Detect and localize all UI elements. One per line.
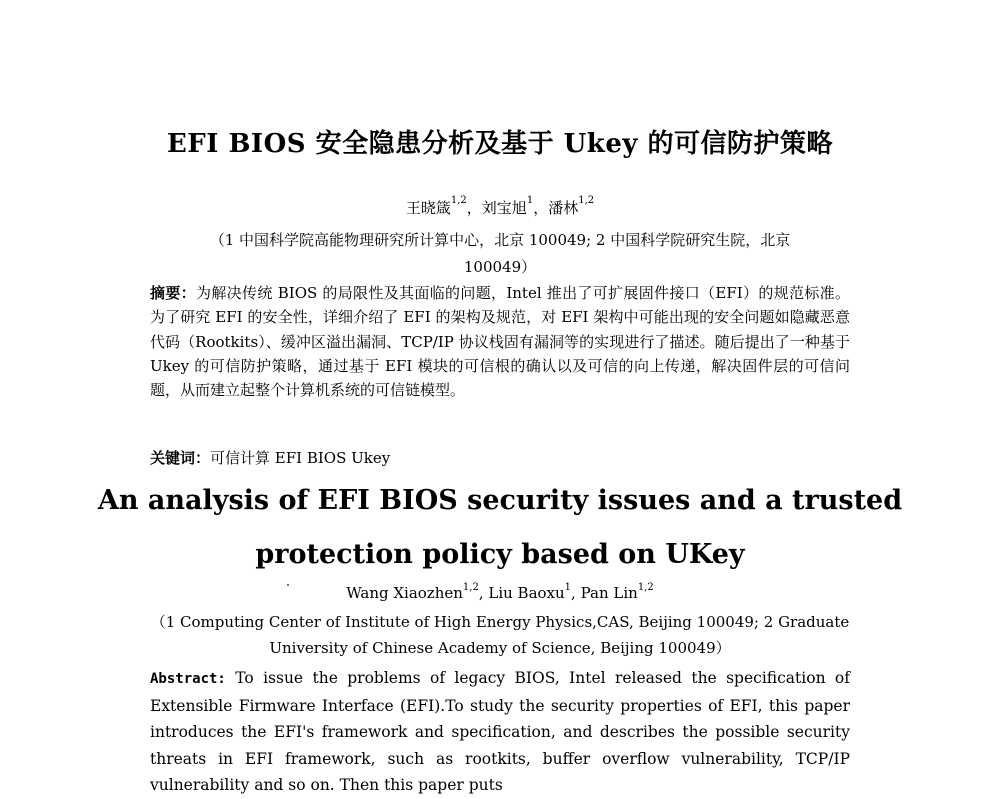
author-affiliation-sup: 1,2 (637, 582, 654, 593)
chinese-keywords (150, 447, 390, 468)
chinese-keywords-label: 关键词： (150, 449, 211, 467)
english-title-line-2: protection policy based on UKey (255, 539, 745, 570)
english-title-line-1: An analysis of EFI BIOS security issues and a trusted (97, 485, 903, 516)
english-abstract-text: To issue the problems of legacy BIOS, Intel released the specification of Extensible Firmware Interface (EFI).To study the security properties of EFI, this paper introduces the EFI's framework and specification, and describes the possible security threats in EFI framework, such as rootkits, buffer overflow vulnerability, TCP/IP vulnerability and so on. Then this paper puts (150, 669, 850, 794)
english-abstract-label: Abstract: (150, 671, 226, 687)
author-name: 王晓箴 (405, 199, 451, 217)
chinese-authors (0, 197, 1000, 218)
author-separator: ， (533, 199, 549, 217)
chinese-abstract (150, 281, 850, 402)
chinese-affiliation-line-1: （1 中国科学院高能物理研究所计算中心，北京 100049; 2 中国科学院研究生院，北京 (209, 231, 791, 249)
author-separator: , (571, 584, 581, 602)
chinese-affiliation-line-2: 100049） (463, 258, 537, 276)
author-name: Pan Lin (580, 584, 638, 602)
author-name: Wang Xiaozhen (346, 584, 463, 602)
author-affiliation-sup: 1,2 (578, 195, 595, 206)
chinese-keywords-text: 可信计算 EFI BIOS Ukey (210, 449, 391, 467)
english-affiliation-line-2: University of Chinese Academy of Science, Beijing 100049） (269, 639, 731, 657)
author-separator: ， (466, 199, 482, 217)
author-name: 刘宝旭 (481, 199, 527, 217)
english-authors (0, 584, 1000, 602)
author-separator: , (478, 584, 489, 602)
author-affiliation-sup: 1,2 (462, 582, 479, 593)
chinese-abstract-label: 摘要： (150, 284, 196, 302)
chinese-title: EFI BIOS 安全隐患分析及基于 Ukey 的可信防护策略 (166, 129, 834, 159)
author-name: 潘林 (548, 199, 579, 217)
author-affiliation-sup: 1,2 (450, 195, 467, 206)
author-affiliation-sup: 1 (526, 195, 534, 206)
english-affiliation-line-1: （1 Computing Center of Institute of High Energy Physics,CAS, Beijing 100049; 2 Graduate (150, 613, 850, 631)
author-affiliation-sup: 1 (564, 582, 572, 593)
chinese-abstract-text: 为解决传统 BIOS 的局限性及其面临的问题，Intel 推出了可扩展固件接口（EFI）的规范标准。为了研究 EFI 的安全性，详细介绍了 EFI 的架构及规范，对 EFI 架构中可能出现的安全问题如隐藏恶意代码（Rootkits）、缓冲区溢出漏洞、TCP/IP 协议栈固有漏洞等的实现进行了描述。随后提出了一种基于 Ukey 的可信防护策略，通过基于 EFI 模块的可信根的确认以及可信的向上传递，解决固件层的可信问题，从而建立起整个计算机系统的可信链模型。 (150, 284, 850, 400)
author-name: Liu Baoxu (488, 584, 565, 602)
english-abstract (150, 665, 850, 799)
